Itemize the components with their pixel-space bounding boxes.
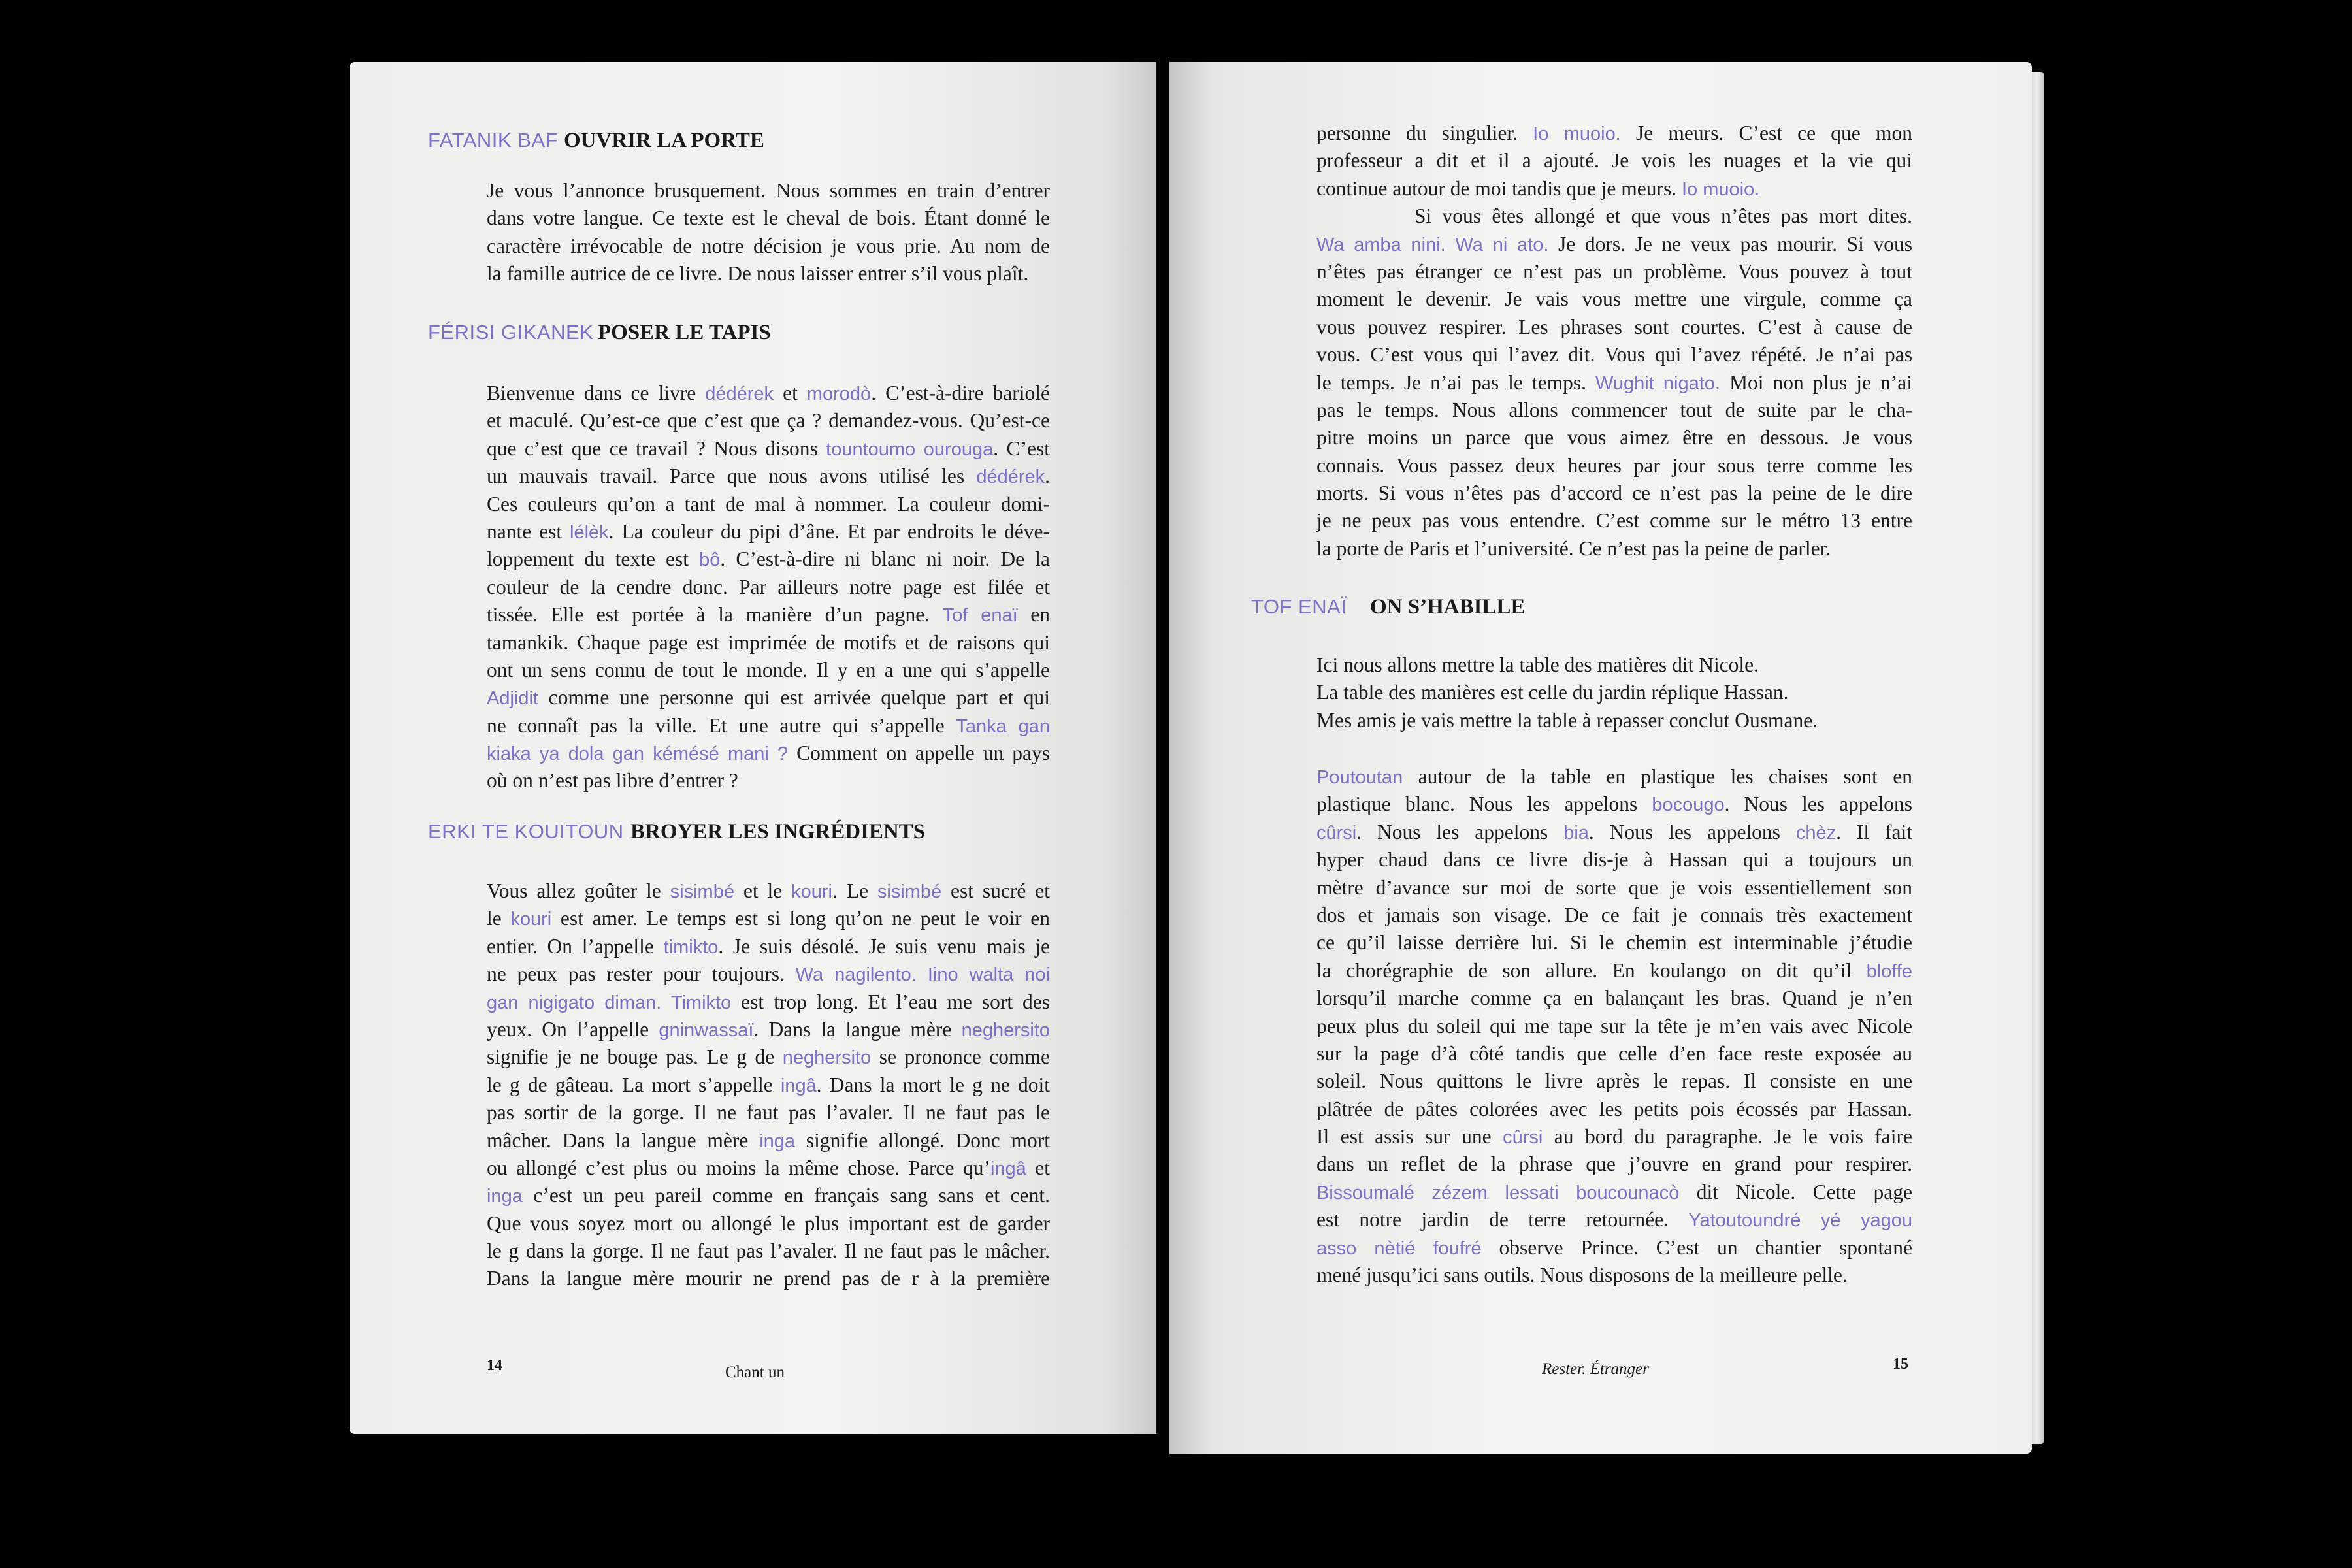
text-line (1316, 120, 1912, 147)
text-line (487, 657, 1050, 684)
text-line (487, 684, 1050, 711)
text-run: Je dors. Je ne veux pas mourir. Si vous (1548, 232, 1912, 255)
text-line (487, 877, 1050, 905)
text-line (487, 260, 1050, 287)
text-line (1316, 1151, 1912, 1178)
text-run: mâcher. Dans la langue mère (487, 1128, 760, 1152)
highlighted-term: cûrsi (1316, 822, 1357, 843)
text-line (1316, 535, 1912, 563)
text-line (1316, 902, 1912, 929)
text-line (1316, 231, 1912, 258)
text-run: le (487, 907, 511, 930)
right-page (1169, 62, 2032, 1454)
section-body-2 (487, 380, 1050, 795)
text-run: tamankik. Chaque page est imprimée de motifs et de raisons qui (487, 630, 1050, 654)
left-page (350, 62, 1156, 1434)
text-run: tissée. Elle est portée à la manière d’un pagne. (487, 603, 943, 627)
text-line (487, 518, 1050, 546)
text-line (487, 767, 1050, 794)
text-run: plâtrée de pâtes colorées avec les petits pois écossés par Hassan. (1316, 1097, 1912, 1120)
text-line (1316, 1206, 1912, 1233)
text-run: pas sortir de la gorge. Il ne faut pas l’avaler. Il ne faut pas le (487, 1101, 1050, 1124)
text-line (1316, 203, 1912, 230)
text-run: . Dans la langue mère (753, 1017, 962, 1041)
text-line (487, 1071, 1050, 1099)
text-run: comme une personne qui est arrivée quelque part et qui (538, 686, 1050, 710)
text-line (487, 1099, 1050, 1126)
text-line (1316, 1096, 1912, 1123)
text-line (487, 933, 1050, 960)
text-run: est amer. Le temps est si long qu’on ne peut le voir en (551, 907, 1050, 930)
text-run: . C’est-à-dire ni blanc ni noir. De la (720, 547, 1050, 571)
text-run: . Je suis désolé. Je suis venu mais je (718, 934, 1050, 958)
text-run: Que vous soyez mort ou allongé le plus important est de garder (487, 1211, 1050, 1235)
highlighted-term: Tof enaï (942, 605, 1018, 627)
highlighted-term: chèz (1795, 822, 1837, 843)
running-head: Chant un (725, 1364, 785, 1381)
text-line (487, 601, 1050, 629)
text-run: moment le devenir. Je vais vous mettre une virgule, comme ça (1316, 287, 1912, 311)
highlighted-term: gninwassaï (659, 1019, 754, 1041)
text-line (1316, 763, 1912, 791)
text-line (1316, 369, 1912, 397)
text-run: est sucré et (941, 879, 1050, 902)
section-body-1 (487, 177, 1050, 288)
text-line (1316, 1234, 1912, 1262)
text-line (1316, 286, 1912, 313)
highlighted-term: inga (759, 1130, 796, 1152)
section-verse (1316, 651, 1912, 734)
text-run: . La couleur du pipi d’âne. Et par endroits le déve- (608, 519, 1050, 543)
highlighted-term: Poutoutan (1316, 767, 1403, 788)
text-run: . Le (832, 879, 877, 902)
highlighted-term: lélèk (570, 521, 609, 543)
text-line (487, 233, 1050, 260)
text-run: n’êtes pas étranger ce n’est pas un problème. Vous pouvez à tout (1316, 259, 1912, 283)
text-run: Comment on appelle un pays (788, 742, 1050, 765)
verse-line: La table des manières est celle du jardin réplique Hassan. (1316, 681, 1789, 704)
text-run: yeux. On l’appelle (487, 1017, 659, 1041)
text-run: mètre d’avance sur moi de sorte que je vois essentiellement son (1316, 875, 1912, 899)
highlighted-term: gan nigigato diman. Timikto (487, 992, 732, 1013)
text-line (1316, 397, 1912, 424)
text-run: c’est un peu pareil comme en français sang sans et cent. (522, 1184, 1050, 1207)
highlighted-term: sisimbé (670, 881, 734, 902)
text-run: et maculé. Qu’est-ce que c’est que ça ? demandez-vous. Qu’est-ce (487, 409, 1050, 433)
text-run: continue autour de moi tandis que je meurs. (1316, 176, 1682, 200)
highlighted-term: Io muoio. (1533, 123, 1621, 144)
section-head-3 (428, 820, 925, 844)
text-run: autour de la table en plastique les chaises sont en (1403, 765, 1912, 788)
verse-line: Ici nous allons mettre la table des matières dit Nicole. (1316, 653, 1759, 676)
text-line (1316, 507, 1912, 534)
text-run: dans votre langue. Ce texte est le cheval de bois. Étant donné le (487, 206, 1050, 230)
highlighted-term: Adjidit (487, 688, 538, 710)
text-line (1316, 175, 1912, 203)
text-line (1316, 147, 1912, 174)
highlighted-term: Bissoumalé zézem lessati boucounacò (1316, 1182, 1680, 1203)
highlighted-term: Tanka gan (956, 715, 1050, 737)
section-speaker: TOF ENAÏ (1251, 595, 1347, 618)
running-head: Rester. Étranger (1542, 1360, 1649, 1378)
highlighted-term: cûrsi (1503, 1127, 1543, 1149)
highlighted-term: neghersito (961, 1019, 1050, 1041)
text-line (1316, 258, 1912, 286)
text-line (1316, 985, 1912, 1012)
section-head-1 (428, 129, 764, 153)
section-head-2 (428, 321, 771, 345)
text-run: . Nous les appelons (1588, 820, 1796, 843)
text-line (487, 960, 1050, 988)
text-line (487, 629, 1050, 657)
text-line (487, 740, 1050, 767)
text-run: est trop long. Et l’eau me sort des (731, 990, 1050, 1013)
text-run: Moi non plus je n’ai (1720, 370, 1912, 394)
text-line (487, 463, 1050, 490)
text-line (487, 1237, 1050, 1265)
text-line (487, 380, 1050, 407)
text-run: morts. Si vous n’êtes pas d’accord ce n’est pas la peine de le dire (1316, 482, 1912, 505)
text-run: Si vous êtes allongé et que vous n’êtes pas mort dites. (1414, 204, 1912, 228)
section-body-4 (1316, 763, 1912, 1289)
text-run: vous pouvez respirer. Les phrases sont courtes. C’est à cause de (1316, 315, 1912, 338)
text-run: observe Prince. C’est un chantier spontané (1481, 1235, 1912, 1259)
highlighted-term: Yatoutoundré yé yagou (1688, 1210, 1912, 1232)
text-run: pas le temps. Nous allons commencer tout de suite par le cha- (1316, 398, 1912, 421)
text-run: ont un sens connu de tout le monde. Il y en a une qui s’appelle (487, 658, 1050, 681)
text-line (1316, 452, 1912, 480)
text-run: un mauvais travail. Parce que nous avons utilisé les (487, 465, 977, 488)
text-run: Il est assis sur une (1316, 1125, 1503, 1149)
text-line (1316, 480, 1912, 507)
highlighted-term: dédérek (976, 466, 1045, 488)
text-run: le g dans la gorge. Il ne faut pas l’avaler. Il ne faut pas le mâcher. (487, 1239, 1050, 1263)
text-run: connais. Vous passez deux heures par jour sous terre comme les (1316, 453, 1912, 477)
highlighted-term: kouri (510, 909, 552, 930)
highlighted-term: bô (699, 549, 721, 571)
highlighted-term: kiaka ya dola gan kémésé mani ? (487, 743, 789, 765)
text-run: professeur a dit et il a ajouté. Je vois les nuages et la vie qui (1316, 149, 1912, 172)
text-run: ne peux pas rester pour toujours. (487, 962, 796, 986)
text-run: dans un reflet de la phrase que j’ouvre en grand pour respirer. (1316, 1152, 1912, 1176)
text-line (487, 712, 1050, 740)
text-line (487, 491, 1050, 518)
text-run: soleil. Nous quittons le livre après le repas. Il consiste en une (1316, 1070, 1912, 1093)
section-head-4 (1251, 595, 1525, 619)
text-line (1316, 424, 1912, 451)
text-line (487, 1265, 1050, 1292)
text-run: Vous allez goûter le (487, 879, 670, 902)
text-run: où on n’est pas libre d’entrer ? (487, 769, 738, 792)
text-run: Dans la langue mère mourir ne prend pas de r à la première (487, 1267, 1050, 1290)
text-run: la chorégraphie de son allure. En koulango on dit qu’il (1316, 958, 1867, 982)
text-run: . C’est (993, 436, 1050, 460)
text-run: loppement du texte est (487, 547, 700, 571)
text-run: peux plus du soleil qui me tape sur la tête je m’en vais avec Nicole (1316, 1014, 1912, 1037)
text-run: ce qu’il laisse derrière lui. Si le chemin est interminable j’étudie (1316, 931, 1912, 955)
text-run: Je vous l’annonce brusquement. Nous sommes en train d’entrer (487, 179, 1050, 202)
text-line (1316, 846, 1912, 874)
continued-text (1316, 120, 1912, 563)
text-line (1316, 314, 1912, 341)
text-run: sur la page d’à côté tandis que celle d’en face reste exposée au (1316, 1041, 1912, 1065)
text-line (1316, 1262, 1912, 1289)
highlighted-term: bloffe (1866, 960, 1912, 982)
text-line (1316, 1179, 1912, 1206)
text-line (1316, 341, 1912, 368)
text-line (1316, 874, 1912, 902)
text-run: je ne peux pas vous entendre. C’est comme sur le métro 13 entre (1316, 509, 1912, 532)
highlighted-term: bocougo (1652, 794, 1725, 816)
text-run: la porte de Paris et l’université. Ce n’est pas la peine de parler. (1316, 536, 1831, 560)
text-line (1316, 1068, 1912, 1095)
highlighted-term: morodò (806, 384, 872, 404)
text-run: lorsqu’il marche comme ça en balançant les bras. Quand je n’en (1316, 987, 1912, 1010)
text-line (1316, 957, 1912, 985)
highlighted-term: Wughit nigato. (1595, 372, 1720, 394)
verse-line: Mes amis je vais mettre la table à repasser conclut Ousmane. (1316, 708, 1818, 732)
highlighted-term: ingâ (780, 1075, 817, 1096)
text-run: se prononce comme (871, 1045, 1050, 1069)
text-run: . C’est-à-dire bariolé (871, 382, 1050, 404)
highlighted-term: asso nètié foufré (1316, 1237, 1482, 1259)
highlighted-term: ingâ (990, 1158, 1026, 1179)
text-line (487, 574, 1050, 601)
text-run: vous. C’est vous qui l’avez dit. Vous qui l’avez répété. Je n’ai pas (1316, 343, 1912, 367)
text-line (487, 407, 1050, 434)
section-speaker: FÉRISI GIKANEK (428, 321, 594, 344)
highlighted-term: dédérek (705, 384, 774, 404)
text-line (487, 905, 1050, 932)
section-title: ON S’HABILLE (1370, 595, 1526, 619)
text-line (1316, 929, 1912, 956)
text-run: que c’est que ce travail ? Nous disons (487, 436, 826, 460)
text-run: . Il fait (1836, 820, 1912, 843)
text-line (487, 204, 1050, 232)
text-run: le temps. Je n’ai pas le temps. (1316, 370, 1595, 394)
text-run: signifie je ne bouge pas. Le g de (487, 1045, 783, 1069)
text-line (1316, 1040, 1912, 1068)
text-line (487, 435, 1050, 463)
section-speaker: ERKI TE KOUITOUN (428, 820, 624, 843)
text-line (487, 1127, 1050, 1154)
text-line (1316, 791, 1912, 818)
section-title: BROYER LES INGRÉDIENTS (630, 820, 926, 843)
text-run: est notre jardin de terre retournée. (1316, 1208, 1689, 1232)
highlighted-term: kouri (791, 881, 832, 902)
text-line (487, 988, 1050, 1016)
text-run: et le (734, 879, 792, 902)
text-line (1316, 1013, 1912, 1040)
text-run: au bord du paragraphe. Je le vois faire (1543, 1125, 1912, 1149)
text-line (487, 1154, 1050, 1182)
text-run: dit Nicole. Cette page (1679, 1180, 1912, 1203)
page-edge (2032, 72, 2044, 1444)
page-number: 14 (487, 1357, 502, 1374)
text-line (487, 546, 1050, 573)
text-run: entier. On l’appelle (487, 934, 664, 958)
text-run: et (1026, 1156, 1050, 1179)
text-line (1316, 1123, 1912, 1151)
text-run: pitre moins un parce que vous aimez être en dessous. Je vous (1316, 426, 1912, 449)
highlighted-term: Io muoio. (1682, 178, 1760, 200)
highlighted-term: bia (1563, 822, 1589, 843)
highlighted-term: Wa nagilento. Iino walta noi (795, 964, 1050, 986)
page-number: 15 (1893, 1356, 1908, 1373)
text-run: dos et jamais son visage. De ce fait je connais très exactement (1316, 903, 1912, 926)
text-run: couleur de la cendre donc. Par ailleurs notre page est filée et (487, 575, 1050, 598)
text-run: plastique blanc. Nous les appelons (1316, 792, 1652, 816)
text-run: en (1017, 603, 1050, 627)
section-speaker: FATANIK BAF (428, 129, 558, 152)
text-line (1316, 819, 1912, 846)
text-run: signifie allongé. Donc mort (795, 1128, 1050, 1152)
text-run: ne connaît pas la ville. Et une autre qui s’appelle (487, 713, 956, 737)
text-line (487, 1016, 1050, 1043)
highlighted-term: inga (487, 1186, 523, 1207)
text-line (487, 1043, 1050, 1071)
section-body-3 (487, 877, 1050, 1293)
text-run: et (774, 382, 807, 404)
text-line (487, 1182, 1050, 1209)
text-run: la famille autrice de ce livre. De nous laisser entrer s’il vous plaît. (487, 262, 1029, 286)
highlighted-term: Wa amba nini. Wa ni ato. (1316, 234, 1549, 255)
text-run: . Nous les appelons (1356, 820, 1564, 843)
text-run: personne du singulier. (1316, 122, 1533, 144)
text-run: Bienvenue dans ce livre (487, 382, 706, 404)
text-line (487, 177, 1050, 204)
text-run: caractère irrévocable de notre décision je vous prie. Au nom de (487, 234, 1050, 257)
text-run: Ces couleurs qu’on a tant de mal à nommer. La couleur domi- (487, 492, 1050, 515)
text-run: ou allongé c’est plus ou moins la même chose. Parce qu’ (487, 1156, 990, 1179)
highlighted-term: neghersito (782, 1047, 872, 1069)
text-line (487, 1210, 1050, 1237)
highlighted-term: sisimbé (877, 881, 942, 902)
text-run: le g de gâteau. La mort s’appelle (487, 1073, 781, 1096)
text-run: . Nous les appelons (1724, 792, 1912, 816)
text-run: . Dans la mort le g ne doit (816, 1073, 1050, 1096)
text-run: . (1045, 465, 1050, 488)
section-title: POSER LE TAPIS (598, 321, 771, 344)
section-title: OUVRIR LA PORTE (564, 129, 764, 152)
text-run: mené jusqu’ici sans outils. Nous disposons de la meilleure pelle. (1316, 1264, 1848, 1287)
highlighted-term: tountoumo ourouga (826, 438, 994, 460)
highlighted-term: timikto (663, 936, 719, 958)
text-run: Je meurs. C’est ce que mon (1620, 122, 1912, 144)
text-run: hyper chaud dans ce livre dis-je à Hassan qui a toujours un (1316, 848, 1912, 872)
text-run: nante est (487, 519, 570, 543)
